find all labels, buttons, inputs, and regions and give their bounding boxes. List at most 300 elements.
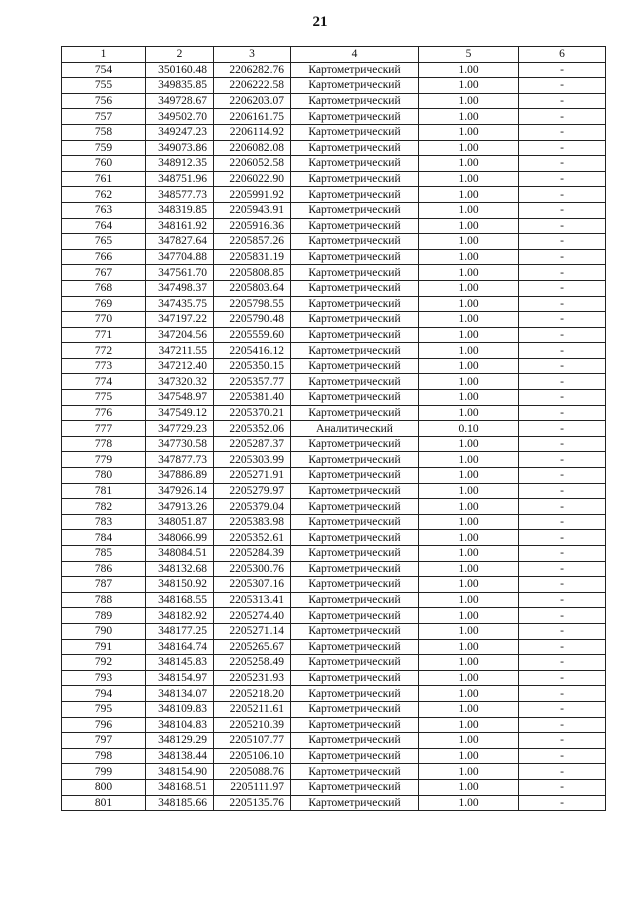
method-cell: Картометрический: [291, 312, 419, 328]
note-cell: -: [519, 701, 606, 717]
point-number-cell: 776: [62, 405, 146, 421]
point-number-cell: 759: [62, 140, 146, 156]
table-row: [62, 452, 606, 468]
note-cell: -: [519, 78, 606, 94]
y-coordinate-cell: 2205798.55: [214, 296, 291, 312]
table-header-row: [62, 47, 606, 63]
method-cell: Картометрический: [291, 639, 419, 655]
note-cell: -: [519, 140, 606, 156]
y-coordinate-cell: 2205803.64: [214, 280, 291, 296]
point-number-cell: 780: [62, 468, 146, 484]
accuracy-cell: 1.00: [419, 249, 519, 265]
method-cell: Картометрический: [291, 358, 419, 374]
x-coordinate-cell: 347197.22: [146, 312, 214, 328]
method-cell: Картометрический: [291, 374, 419, 390]
table-row: [62, 280, 606, 296]
y-coordinate-cell: 2205231.93: [214, 670, 291, 686]
point-number-cell: 758: [62, 124, 146, 140]
x-coordinate-cell: 348104.83: [146, 717, 214, 733]
table-row: [62, 795, 606, 811]
x-coordinate-cell: 350160.48: [146, 62, 214, 78]
method-cell: Картометрический: [291, 452, 419, 468]
point-number-cell: 779: [62, 452, 146, 468]
method-cell: Картометрический: [291, 265, 419, 281]
method-cell: Картометрический: [291, 296, 419, 312]
table-row: [62, 546, 606, 562]
method-cell: Картометрический: [291, 327, 419, 343]
accuracy-cell: 1.00: [419, 187, 519, 203]
point-number-cell: 794: [62, 686, 146, 702]
accuracy-cell: 1.00: [419, 358, 519, 374]
y-coordinate-cell: 2205300.76: [214, 561, 291, 577]
table-row: [62, 390, 606, 406]
point-number-cell: 777: [62, 421, 146, 437]
accuracy-cell: 1.00: [419, 795, 519, 811]
table-row: [62, 670, 606, 686]
y-coordinate-cell: 2205271.91: [214, 468, 291, 484]
page-number: 21: [312, 14, 328, 30]
note-cell: -: [519, 93, 606, 109]
note-cell: -: [519, 358, 606, 374]
y-coordinate-cell: 2205352.06: [214, 421, 291, 437]
method-cell: Картометрический: [291, 483, 419, 499]
method-cell: Картометрический: [291, 733, 419, 749]
accuracy-cell: 1.00: [419, 405, 519, 421]
x-coordinate-cell: 349502.70: [146, 109, 214, 125]
table-row: [62, 561, 606, 577]
point-number-cell: 788: [62, 592, 146, 608]
y-coordinate-cell: 2205210.39: [214, 717, 291, 733]
method-cell: Картометрический: [291, 795, 419, 811]
y-coordinate-cell: 2205350.15: [214, 358, 291, 374]
x-coordinate-cell: 347704.88: [146, 249, 214, 265]
accuracy-cell: 1.00: [419, 717, 519, 733]
point-number-cell: 800: [62, 779, 146, 795]
table-row: [62, 202, 606, 218]
column-header: 2: [146, 47, 214, 63]
accuracy-cell: 1.00: [419, 561, 519, 577]
accuracy-cell: 1.00: [419, 499, 519, 515]
y-coordinate-cell: 2205088.76: [214, 764, 291, 780]
point-number-cell: 760: [62, 156, 146, 172]
accuracy-cell: 1.00: [419, 468, 519, 484]
note-cell: -: [519, 405, 606, 421]
accuracy-cell: 1.00: [419, 171, 519, 187]
table-row: [62, 499, 606, 515]
note-cell: -: [519, 748, 606, 764]
accuracy-cell: 1.00: [419, 530, 519, 546]
table-row: [62, 218, 606, 234]
x-coordinate-cell: 348168.55: [146, 592, 214, 608]
method-cell: Картометрический: [291, 140, 419, 156]
table-row: [62, 701, 606, 717]
note-cell: -: [519, 639, 606, 655]
y-coordinate-cell: 2205258.49: [214, 655, 291, 671]
table-row: [62, 93, 606, 109]
method-cell: Картометрический: [291, 717, 419, 733]
point-number-cell: 778: [62, 436, 146, 452]
accuracy-cell: 1.00: [419, 296, 519, 312]
note-cell: -: [519, 514, 606, 530]
point-number-cell: 768: [62, 280, 146, 296]
table-row: [62, 764, 606, 780]
method-cell: Картометрический: [291, 561, 419, 577]
accuracy-cell: 1.00: [419, 483, 519, 499]
accuracy-cell: 1.00: [419, 312, 519, 328]
method-cell: Картометрический: [291, 218, 419, 234]
table-row: [62, 748, 606, 764]
x-coordinate-cell: 349073.86: [146, 140, 214, 156]
x-coordinate-cell: 348177.25: [146, 623, 214, 639]
accuracy-cell: 1.00: [419, 327, 519, 343]
y-coordinate-cell: 2205916.36: [214, 218, 291, 234]
x-coordinate-cell: 348161.92: [146, 218, 214, 234]
point-number-cell: 793: [62, 670, 146, 686]
y-coordinate-cell: 2205111.97: [214, 779, 291, 795]
table-row: [62, 374, 606, 390]
method-cell: Картометрический: [291, 156, 419, 172]
method-cell: Картометрический: [291, 93, 419, 109]
x-coordinate-cell: 348912.35: [146, 156, 214, 172]
y-coordinate-cell: 2205313.41: [214, 592, 291, 608]
point-number-cell: 782: [62, 499, 146, 515]
x-coordinate-cell: 347877.73: [146, 452, 214, 468]
method-cell: Картометрический: [291, 468, 419, 484]
y-coordinate-cell: 2205857.26: [214, 234, 291, 250]
note-cell: -: [519, 156, 606, 172]
point-number-cell: 798: [62, 748, 146, 764]
x-coordinate-cell: 347435.75: [146, 296, 214, 312]
y-coordinate-cell: 2205559.60: [214, 327, 291, 343]
accuracy-cell: 1.00: [419, 592, 519, 608]
y-coordinate-cell: 2205831.19: [214, 249, 291, 265]
note-cell: -: [519, 686, 606, 702]
note-cell: -: [519, 577, 606, 593]
x-coordinate-cell: 348084.51: [146, 546, 214, 562]
method-cell: Картометрический: [291, 686, 419, 702]
method-cell: Картометрический: [291, 623, 419, 639]
column-header: 6: [519, 47, 606, 63]
note-cell: -: [519, 483, 606, 499]
accuracy-cell: 1.00: [419, 374, 519, 390]
point-number-cell: 774: [62, 374, 146, 390]
y-coordinate-cell: 2205218.20: [214, 686, 291, 702]
point-number-cell: 754: [62, 62, 146, 78]
y-coordinate-cell: 2206282.76: [214, 62, 291, 78]
x-coordinate-cell: 348168.51: [146, 779, 214, 795]
accuracy-cell: 1.00: [419, 343, 519, 359]
y-coordinate-cell: 2205381.40: [214, 390, 291, 406]
accuracy-cell: 1.00: [419, 733, 519, 749]
accuracy-cell: 0.10: [419, 421, 519, 437]
accuracy-cell: 1.00: [419, 280, 519, 296]
method-cell: Картометрический: [291, 78, 419, 94]
note-cell: -: [519, 670, 606, 686]
table-row: [62, 140, 606, 156]
y-coordinate-cell: 2205106.10: [214, 748, 291, 764]
accuracy-cell: 1.00: [419, 623, 519, 639]
accuracy-cell: 1.00: [419, 140, 519, 156]
method-cell: Картометрический: [291, 62, 419, 78]
accuracy-cell: 1.00: [419, 686, 519, 702]
accuracy-cell: 1.00: [419, 779, 519, 795]
point-number-cell: 791: [62, 639, 146, 655]
point-number-cell: 790: [62, 623, 146, 639]
x-coordinate-cell: 347548.97: [146, 390, 214, 406]
note-cell: -: [519, 608, 606, 624]
note-cell: -: [519, 280, 606, 296]
note-cell: -: [519, 374, 606, 390]
point-number-cell: 764: [62, 218, 146, 234]
note-cell: -: [519, 764, 606, 780]
accuracy-cell: 1.00: [419, 608, 519, 624]
method-cell: Картометрический: [291, 499, 419, 515]
note-cell: -: [519, 249, 606, 265]
accuracy-cell: 1.00: [419, 764, 519, 780]
note-cell: -: [519, 202, 606, 218]
method-cell: Картометрический: [291, 109, 419, 125]
point-number-cell: 761: [62, 171, 146, 187]
table-row: [62, 421, 606, 437]
x-coordinate-cell: 347913.26: [146, 499, 214, 515]
column-header: 1: [62, 47, 146, 63]
point-number-cell: 756: [62, 93, 146, 109]
note-cell: -: [519, 109, 606, 125]
y-coordinate-cell: 2205808.85: [214, 265, 291, 281]
point-number-cell: 786: [62, 561, 146, 577]
point-number-cell: 797: [62, 733, 146, 749]
table-row: [62, 109, 606, 125]
note-cell: -: [519, 265, 606, 281]
note-cell: -: [519, 187, 606, 203]
point-number-cell: 775: [62, 390, 146, 406]
x-coordinate-cell: 349728.67: [146, 93, 214, 109]
y-coordinate-cell: 2206161.75: [214, 109, 291, 125]
x-coordinate-cell: 348182.92: [146, 608, 214, 624]
y-coordinate-cell: 2206222.58: [214, 78, 291, 94]
y-coordinate-cell: 2206052.58: [214, 156, 291, 172]
table-row: [62, 187, 606, 203]
method-cell: Картометрический: [291, 343, 419, 359]
method-cell: Картометрический: [291, 405, 419, 421]
method-cell: Картометрический: [291, 171, 419, 187]
point-number-cell: 770: [62, 312, 146, 328]
accuracy-cell: 1.00: [419, 748, 519, 764]
x-coordinate-cell: 347549.12: [146, 405, 214, 421]
table-row: [62, 530, 606, 546]
table-row: [62, 343, 606, 359]
accuracy-cell: 1.00: [419, 514, 519, 530]
point-number-cell: 769: [62, 296, 146, 312]
point-number-cell: 767: [62, 265, 146, 281]
note-cell: -: [519, 717, 606, 733]
method-cell: Картометрический: [291, 202, 419, 218]
x-coordinate-cell: 347211.55: [146, 343, 214, 359]
note-cell: -: [519, 327, 606, 343]
x-coordinate-cell: 348185.66: [146, 795, 214, 811]
note-cell: -: [519, 592, 606, 608]
accuracy-cell: 1.00: [419, 202, 519, 218]
table-row: [62, 405, 606, 421]
note-cell: -: [519, 795, 606, 811]
table-row: [62, 78, 606, 94]
y-coordinate-cell: 2206082.08: [214, 140, 291, 156]
table-row: [62, 296, 606, 312]
note-cell: -: [519, 436, 606, 452]
table-row: [62, 483, 606, 499]
x-coordinate-cell: 348150.92: [146, 577, 214, 593]
x-coordinate-cell: 347886.89: [146, 468, 214, 484]
point-number-cell: 772: [62, 343, 146, 359]
x-coordinate-cell: 347498.37: [146, 280, 214, 296]
x-coordinate-cell: 347729.23: [146, 421, 214, 437]
accuracy-cell: 1.00: [419, 62, 519, 78]
table-row: [62, 608, 606, 624]
accuracy-cell: 1.00: [419, 577, 519, 593]
y-coordinate-cell: 2205370.21: [214, 405, 291, 421]
accuracy-cell: 1.00: [419, 639, 519, 655]
y-coordinate-cell: 2205352.61: [214, 530, 291, 546]
table-row: [62, 265, 606, 281]
table-row: [62, 327, 606, 343]
point-number-cell: 766: [62, 249, 146, 265]
note-cell: -: [519, 343, 606, 359]
table-row: [62, 717, 606, 733]
point-number-cell: 789: [62, 608, 146, 624]
accuracy-cell: 1.00: [419, 546, 519, 562]
table-row: [62, 312, 606, 328]
note-cell: -: [519, 62, 606, 78]
y-coordinate-cell: 2205265.67: [214, 639, 291, 655]
accuracy-cell: 1.00: [419, 234, 519, 250]
point-number-cell: 765: [62, 234, 146, 250]
method-cell: Картометрический: [291, 546, 419, 562]
method-cell: Картометрический: [291, 670, 419, 686]
note-cell: -: [519, 218, 606, 234]
note-cell: -: [519, 171, 606, 187]
y-coordinate-cell: 2205135.76: [214, 795, 291, 811]
x-coordinate-cell: 347320.32: [146, 374, 214, 390]
y-coordinate-cell: 2205790.48: [214, 312, 291, 328]
x-coordinate-cell: 347561.70: [146, 265, 214, 281]
note-cell: -: [519, 655, 606, 671]
x-coordinate-cell: 347730.58: [146, 436, 214, 452]
table-row: [62, 639, 606, 655]
table-row: [62, 592, 606, 608]
y-coordinate-cell: 2205287.37: [214, 436, 291, 452]
accuracy-cell: 1.00: [419, 218, 519, 234]
point-number-cell: 762: [62, 187, 146, 203]
point-number-cell: 792: [62, 655, 146, 671]
accuracy-cell: 1.00: [419, 390, 519, 406]
x-coordinate-cell: 348138.44: [146, 748, 214, 764]
table-row: [62, 686, 606, 702]
point-number-cell: 763: [62, 202, 146, 218]
point-number-cell: 784: [62, 530, 146, 546]
method-cell: Картометрический: [291, 514, 419, 530]
column-header: 3: [214, 47, 291, 63]
accuracy-cell: 1.00: [419, 156, 519, 172]
method-cell: Картометрический: [291, 655, 419, 671]
y-coordinate-cell: 2205379.04: [214, 499, 291, 515]
table-row: [62, 655, 606, 671]
x-coordinate-cell: 348751.96: [146, 171, 214, 187]
x-coordinate-cell: 348154.90: [146, 764, 214, 780]
accuracy-cell: 1.00: [419, 452, 519, 468]
method-cell: Картометрический: [291, 530, 419, 546]
method-cell: Картометрический: [291, 390, 419, 406]
point-number-cell: 801: [62, 795, 146, 811]
note-cell: -: [519, 546, 606, 562]
table-row: [62, 468, 606, 484]
accuracy-cell: 1.00: [419, 78, 519, 94]
x-coordinate-cell: 348132.68: [146, 561, 214, 577]
method-cell: Картометрический: [291, 249, 419, 265]
method-cell: Картометрический: [291, 701, 419, 717]
point-number-cell: 755: [62, 78, 146, 94]
table-row: [62, 358, 606, 374]
point-number-cell: 799: [62, 764, 146, 780]
y-coordinate-cell: 2205416.12: [214, 343, 291, 359]
point-number-cell: 795: [62, 701, 146, 717]
x-coordinate-cell: 348577.73: [146, 187, 214, 203]
y-coordinate-cell: 2205991.92: [214, 187, 291, 203]
accuracy-cell: 1.00: [419, 93, 519, 109]
note-cell: -: [519, 234, 606, 250]
table-row: [62, 249, 606, 265]
x-coordinate-cell: 348154.97: [146, 670, 214, 686]
note-cell: -: [519, 779, 606, 795]
accuracy-cell: 1.00: [419, 265, 519, 281]
y-coordinate-cell: 2206022.90: [214, 171, 291, 187]
note-cell: -: [519, 452, 606, 468]
method-cell: Картометрический: [291, 187, 419, 203]
x-coordinate-cell: 348129.29: [146, 733, 214, 749]
point-number-cell: 757: [62, 109, 146, 125]
point-number-cell: 787: [62, 577, 146, 593]
note-cell: -: [519, 421, 606, 437]
note-cell: -: [519, 390, 606, 406]
method-cell: Картометрический: [291, 436, 419, 452]
y-coordinate-cell: 2205279.97: [214, 483, 291, 499]
table-row: [62, 514, 606, 530]
accuracy-cell: 1.00: [419, 655, 519, 671]
column-header: 5: [419, 47, 519, 63]
x-coordinate-cell: 347212.40: [146, 358, 214, 374]
method-cell: Картометрический: [291, 124, 419, 140]
table-body: [62, 62, 606, 811]
note-cell: -: [519, 124, 606, 140]
table-row: [62, 156, 606, 172]
x-coordinate-cell: 347827.64: [146, 234, 214, 250]
y-coordinate-cell: 2205274.40: [214, 608, 291, 624]
note-cell: -: [519, 468, 606, 484]
table-row: [62, 779, 606, 795]
table-row: [62, 62, 606, 78]
table-row: [62, 623, 606, 639]
method-cell: Картометрический: [291, 779, 419, 795]
point-number-cell: 773: [62, 358, 146, 374]
coordinates-table: [61, 46, 606, 811]
x-coordinate-cell: 347204.56: [146, 327, 214, 343]
point-number-cell: 771: [62, 327, 146, 343]
y-coordinate-cell: 2205271.14: [214, 623, 291, 639]
x-coordinate-cell: 349835.85: [146, 78, 214, 94]
y-coordinate-cell: 2205383.98: [214, 514, 291, 530]
table-row: [62, 124, 606, 140]
y-coordinate-cell: 2205307.16: [214, 577, 291, 593]
method-cell: Аналитический: [291, 421, 419, 437]
